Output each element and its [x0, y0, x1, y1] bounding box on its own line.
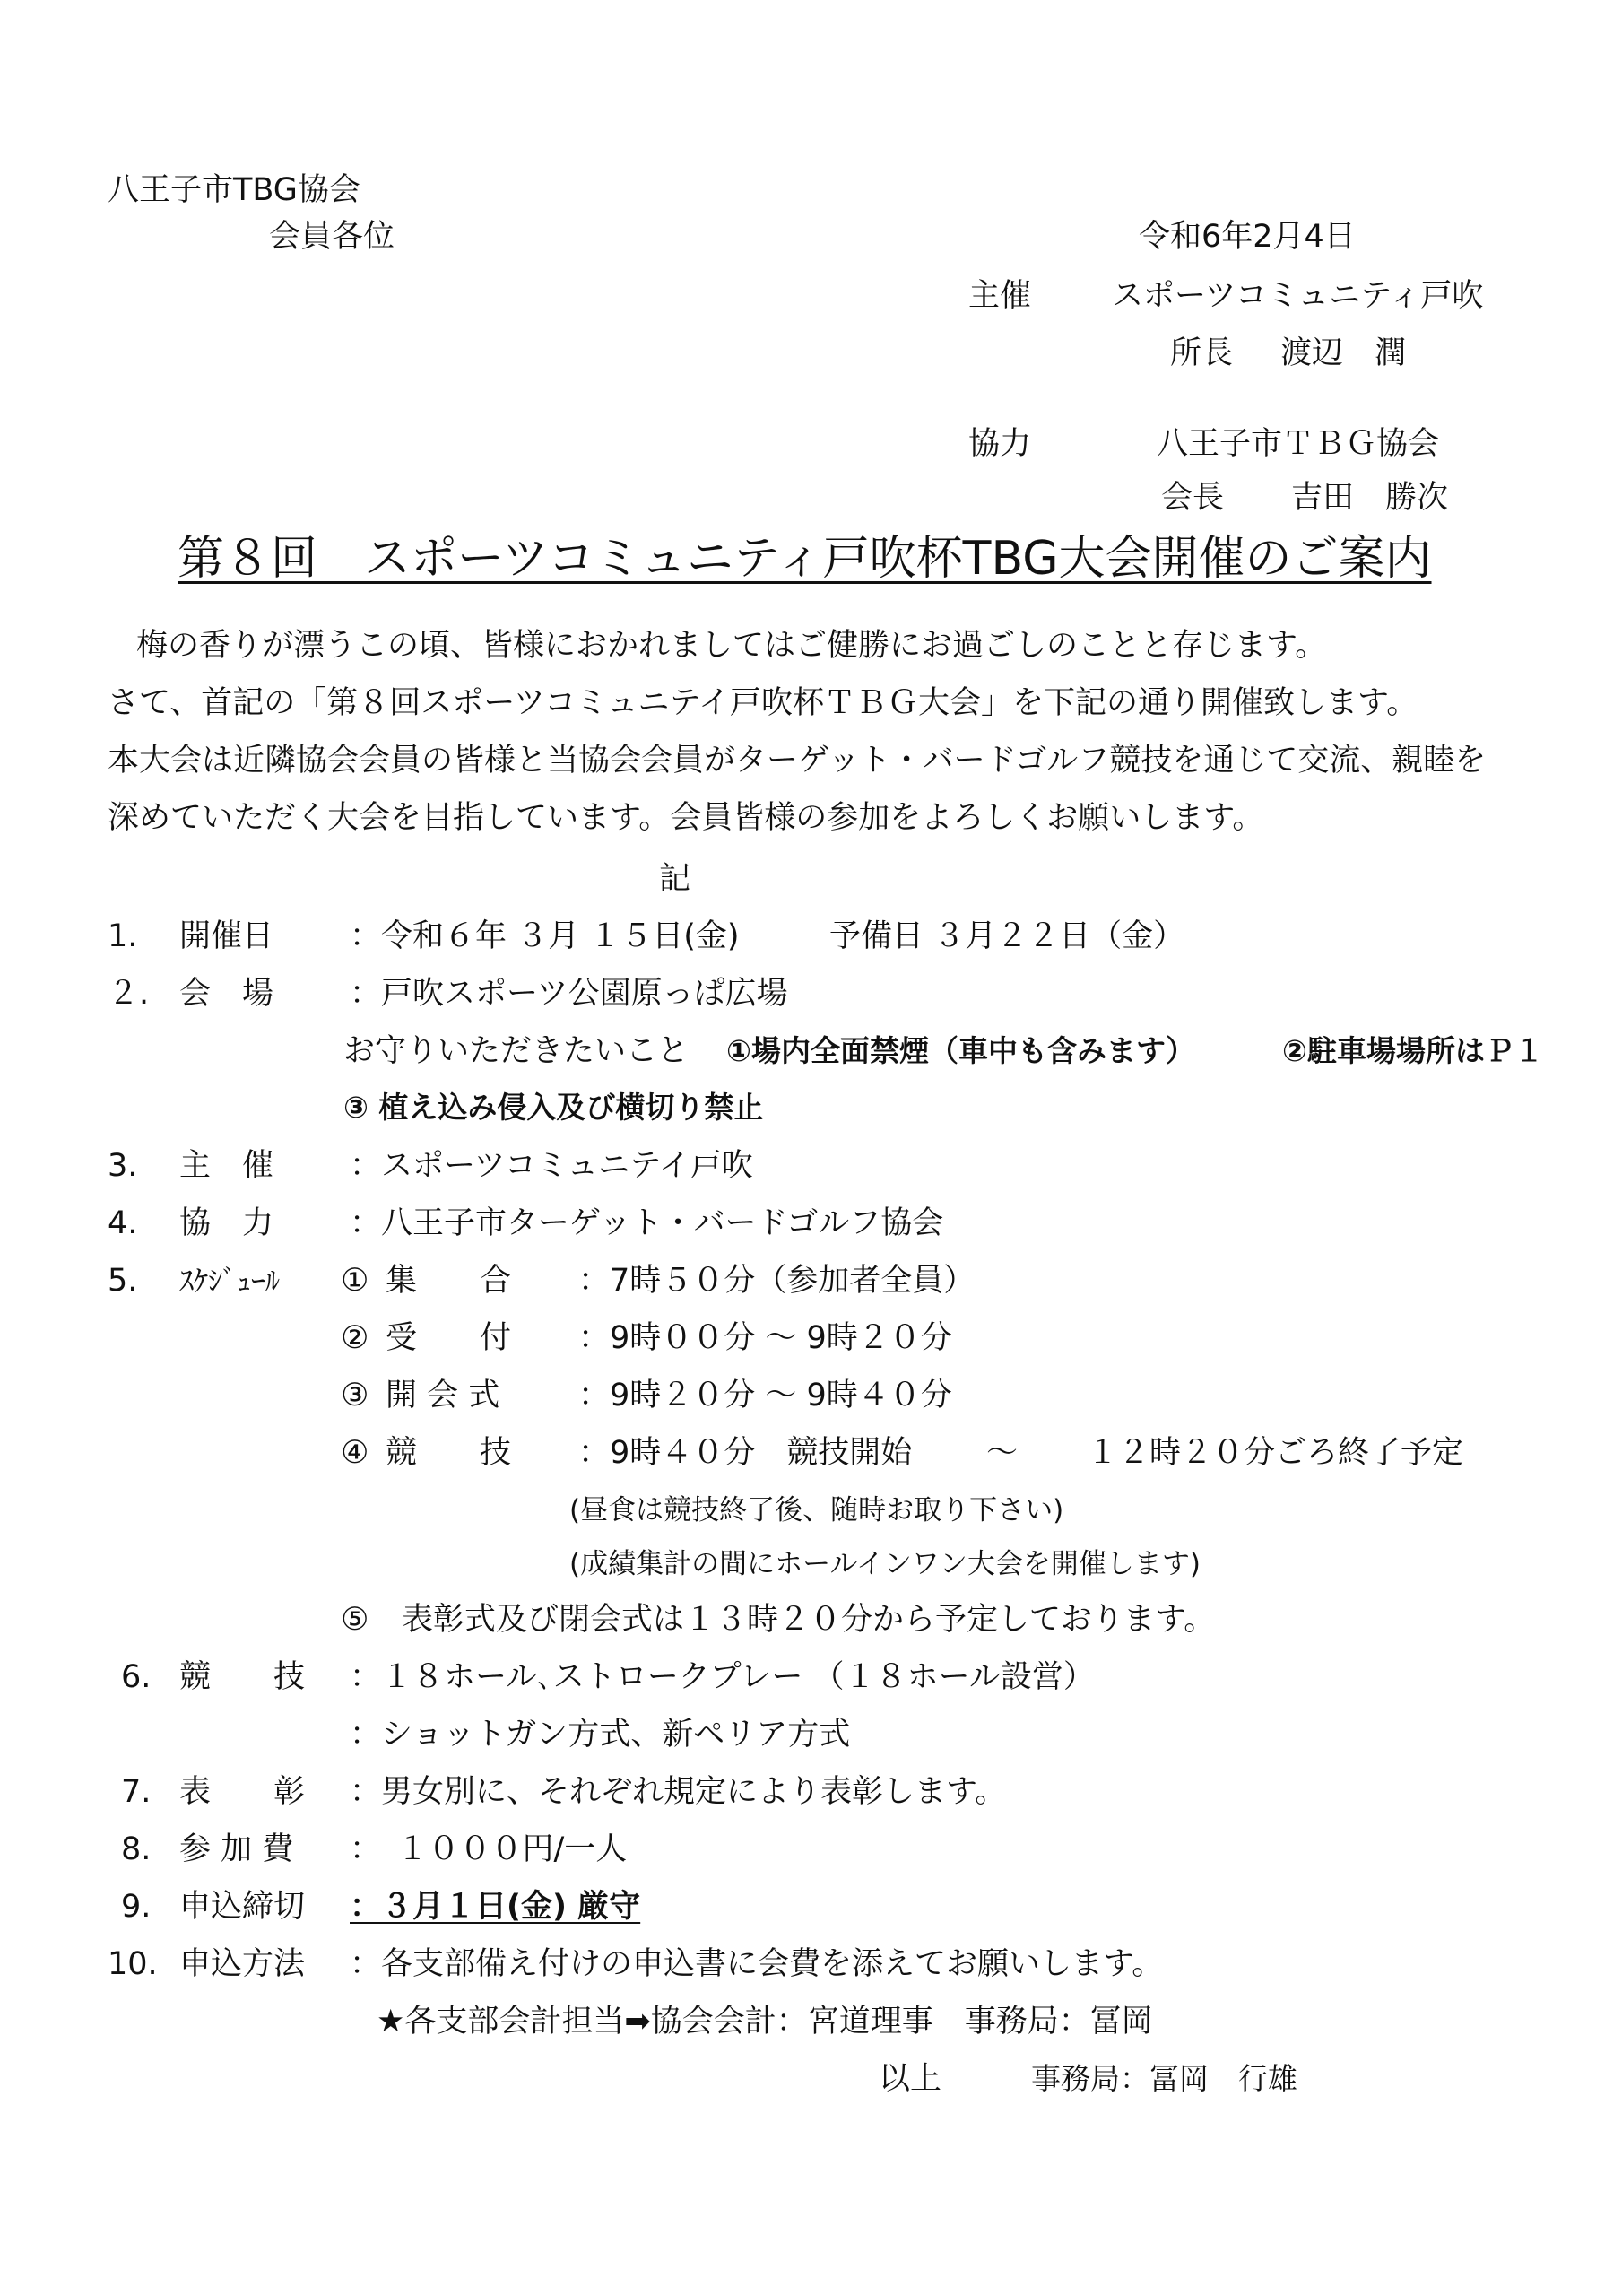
item-9-num: 9.	[121, 1889, 152, 1925]
item-2-num: ２.	[108, 976, 150, 1012]
cooperation-person: 吉田 勝次	[1291, 480, 1449, 516]
item-3-value: ：スポーツコミュニテイ戸吹	[350, 1148, 753, 1184]
item-3-label: 主 催	[179, 1148, 274, 1184]
schedule-1-name: 集 合	[386, 1263, 512, 1299]
intro-line-3: 本大会は近隣協会会員の皆様と当協会会員がターゲット・バードゴルフ競技を通じて交流、親睦を	[108, 743, 1487, 778]
organizer-person: 渡辺 潤	[1280, 335, 1407, 371]
item-1-extra: 予備日 ３月２２日（金）	[829, 918, 1185, 954]
schedule-5-mark: ⑤	[341, 1602, 369, 1638]
item-2-rule-2: ②駐車場場所はＰ１	[1282, 1033, 1544, 1068]
item-4-num: 4.	[108, 1205, 138, 1241]
organizer-label: 主催	[968, 278, 1032, 314]
item-8-value: ： １０００円/一人	[350, 1831, 628, 1867]
item-9-label: 申込締切	[179, 1889, 306, 1925]
ki-mark: 記	[659, 861, 691, 897]
cooperation-label: 協力	[968, 426, 1032, 462]
schedule-4-mark: ④	[341, 1435, 369, 1471]
item-6-num: 6.	[121, 1659, 152, 1695]
recipient-org: 八王子市TBG協会	[108, 172, 360, 208]
intro-line-2: さて、首記の「第８回スポーツコミュニテイ戸吹杯ＴＢＧ大会」を下記の通り開催致します。	[108, 685, 1418, 721]
schedule-note-1: (昼食は競技終了後、随時お取り下さい)	[569, 1494, 1064, 1526]
schedule-note-2: (成績集計の間にホールインワン大会を開催します)	[569, 1548, 1201, 1580]
item-10-value: ：各支部備え付けの申込書に会費を添えてお願いします。	[350, 1946, 1164, 1982]
item-10-num: 10.	[108, 1946, 158, 1982]
schedule-3-mark: ③	[341, 1378, 369, 1413]
item-5-num: 5.	[108, 1263, 138, 1299]
item-10-note: ★各支部会計担当➡協会会計：宮道理事 事務局：冨岡	[377, 2004, 1153, 2039]
schedule-3-value: ：9時２０分 ～ 9時４０分	[578, 1378, 952, 1413]
item-1-num: 1.	[108, 918, 138, 954]
schedule-4-name: 競 技	[386, 1435, 512, 1471]
item-10-label: 申込方法	[179, 1946, 306, 1982]
schedule-1-value: ：7時５０分（参加者全員）	[578, 1263, 976, 1299]
item-7-num: 7.	[121, 1774, 152, 1810]
item-2-rule-1: ①場内全面禁煙（車中も含みます）	[726, 1033, 1195, 1068]
item-2-rule-3: ③ 植え込み侵入及び横切り禁止	[343, 1090, 764, 1125]
item-1-label: 開催日	[179, 918, 274, 954]
item-6-label: 競 技	[179, 1659, 306, 1695]
cooperation-title: 会長	[1161, 480, 1225, 516]
intro-line-4: 深めていただく大会を目指しています。会員皆様の参加をよろしくお願いします。	[108, 800, 1264, 836]
organizer-title: 所長	[1170, 335, 1234, 371]
schedule-4-value: ：9時４０分 競技開始	[578, 1435, 913, 1471]
schedule-2-value: ：9時００分 ～ 9時２０分	[578, 1320, 952, 1356]
schedule-4-end: １２時２０分ごろ終了予定	[1087, 1435, 1464, 1471]
item-6-value: ：１８ホール､ストロークプレー （１８ホール設営）	[350, 1659, 1095, 1695]
item-1-value: ：令和６年 ３月 １５日(金)	[350, 918, 740, 954]
schedule-4-tilde: ～	[986, 1435, 1019, 1471]
item-4-value: ：八王子市ターゲット・バードゴルフ協会	[350, 1205, 944, 1241]
item-5-label: ｽｹｼﾞｭｰﾙ	[179, 1264, 281, 1298]
item-7-value: ：男女別に、それぞれ規定により表彰します。	[350, 1774, 1007, 1810]
organizer-name: スポーツコミュニティ戸吹	[1112, 278, 1484, 314]
schedule-5-value: 表彰式及び閉会式は１３時２０分から予定しております。	[402, 1602, 1216, 1638]
item-6-value-2: ：ショットガン方式、新ペリア方式	[350, 1717, 851, 1752]
item-3-num: 3.	[108, 1148, 138, 1184]
schedule-3-name: 開 会 式	[386, 1378, 500, 1413]
recipient: 会員各位	[269, 219, 395, 255]
item-8-num: 8.	[121, 1831, 152, 1867]
item-2-label: 会 場	[179, 976, 274, 1012]
item-7-label: 表 彰	[179, 1774, 306, 1810]
closing-office: 事務局：冨岡 行雄	[1031, 2061, 1297, 2096]
schedule-2-name: 受 付	[386, 1320, 512, 1356]
intro-line-1: 梅の香りが漂うこの頃、皆様におかれましてはご健勝にお過ごしのことと存じます。	[136, 628, 1327, 664]
item-2-note-prefix: お守りいただきたいこと	[343, 1033, 690, 1069]
document-date: 令和6年2月4日	[1139, 219, 1356, 255]
schedule-2-mark: ②	[341, 1320, 369, 1356]
item-8-label: 参 加 費	[179, 1831, 294, 1867]
cooperation-name: 八王子市ＴＢＧ協会	[1157, 426, 1440, 462]
item-4-label: 協 力	[179, 1205, 274, 1241]
item-2-value: ：戸吹スポーツ公園原っぱ広場	[350, 976, 788, 1012]
closing-ijo: 以上	[879, 2061, 942, 2097]
item-9-value: ：３月１日(金) 厳守	[350, 1889, 641, 1925]
schedule-1-mark: ①	[341, 1263, 369, 1299]
document-title: 第８回 スポーツコミュニティ戸吹杯TBG大会開催のご案内	[178, 532, 1432, 586]
